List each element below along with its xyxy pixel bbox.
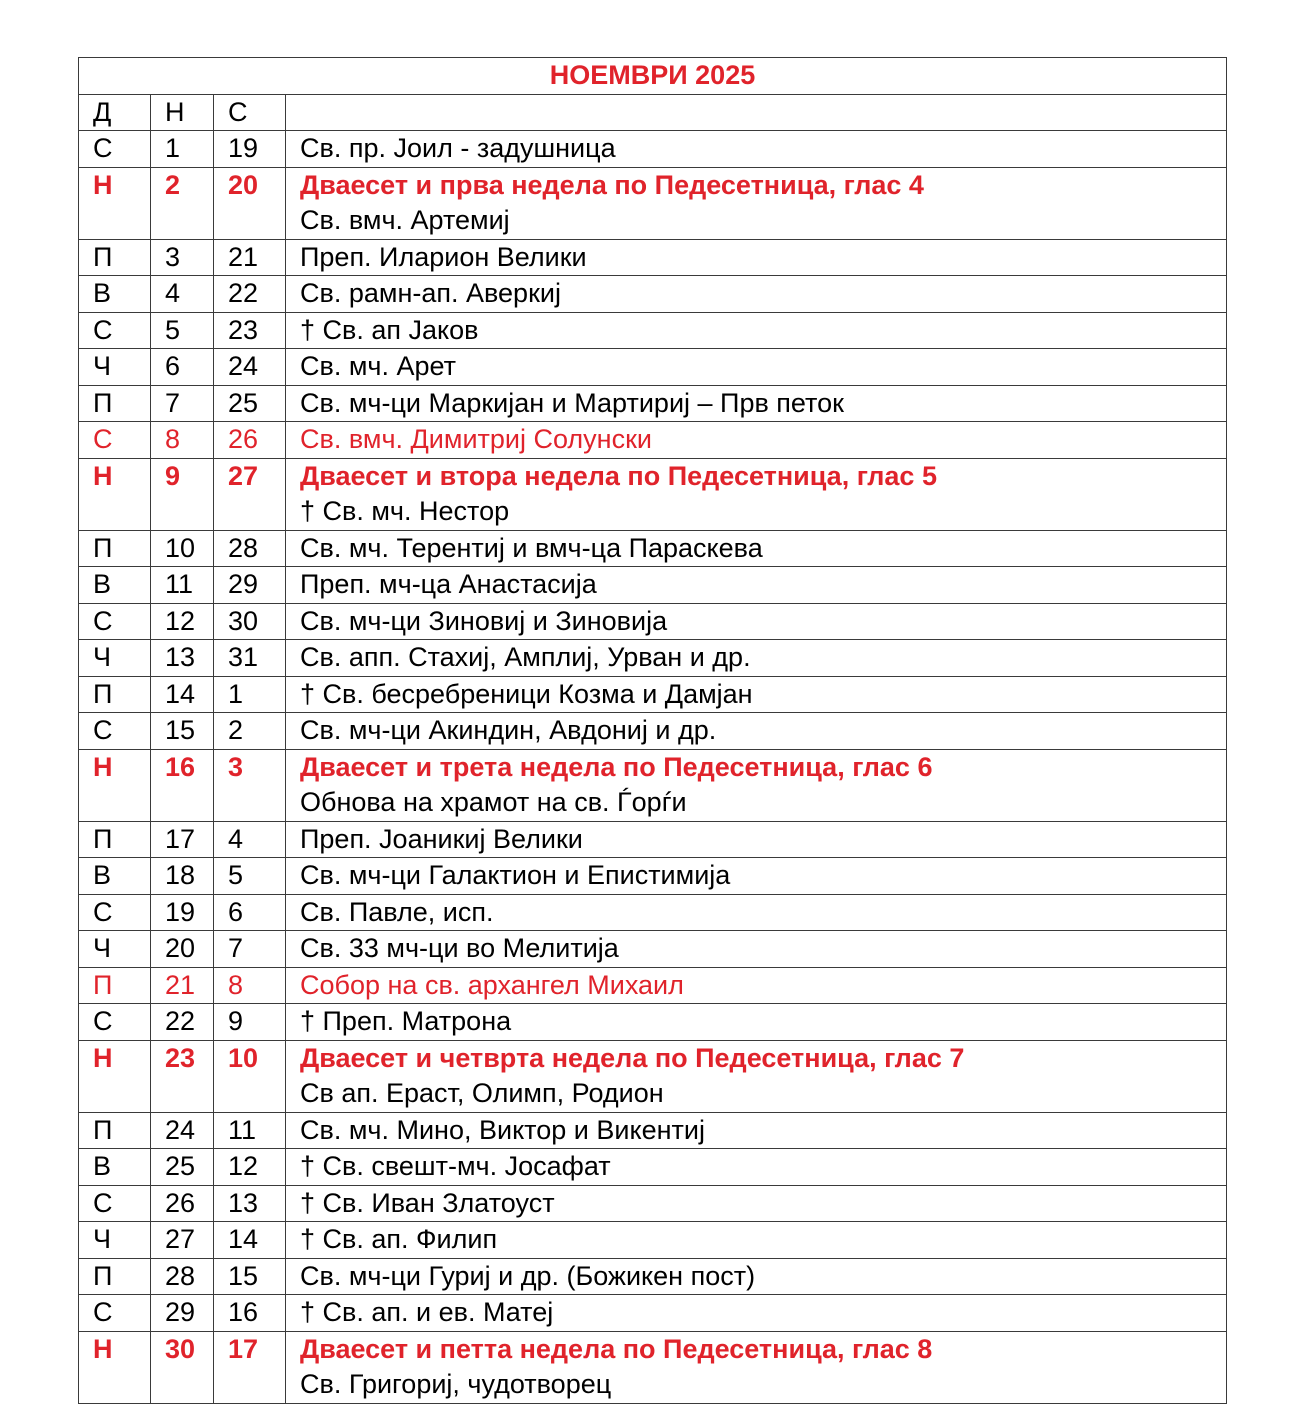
old-calendar-date: 12 — [214, 1149, 286, 1186]
feast-line-primary: Св. мч-ци Гуриј и др. (Божикен пост) — [300, 1260, 756, 1291]
calendar-row — [79, 167, 1227, 239]
feast-line-secondary: Св ап. Ераст, Олимп, Родион — [300, 1078, 664, 1108]
feast-line-primary: Преп. Иларион Велики — [300, 241, 587, 272]
feast-line-primary: Св. мч. Арет — [300, 351, 456, 381]
new-calendar-date: 9 — [151, 458, 214, 530]
calendar-row — [79, 1149, 1227, 1186]
new-calendar-date: 15 — [151, 713, 214, 750]
old-calendar-date: 23 — [214, 312, 286, 349]
calendar-row — [79, 1258, 1227, 1295]
feast-description — [286, 676, 1227, 713]
new-calendar-date: 7 — [151, 385, 214, 422]
new-calendar-date: 28 — [151, 1258, 214, 1295]
feast-line-primary: † Св. свешт-мч. Јосафат — [300, 1151, 611, 1181]
calendar-row — [79, 458, 1227, 530]
day-of-week: Н — [79, 1331, 151, 1403]
feast-description — [286, 1185, 1227, 1222]
day-of-week: С — [79, 312, 151, 349]
new-calendar-date: 16 — [151, 749, 214, 821]
feast-description — [286, 385, 1227, 422]
feast-line-primary: Преп. мч-ца Анастасија — [300, 569, 597, 599]
calendar-row — [79, 422, 1227, 459]
old-calendar-date: 15 — [214, 1258, 286, 1295]
feast-description — [286, 1004, 1227, 1041]
feast-line-primary: Св. мч-ци Акиндин, Авдониј и др. — [300, 715, 717, 745]
feast-line-secondary: Св. вмч. Артемиј — [300, 205, 510, 235]
old-calendar-date: 30 — [214, 603, 286, 640]
new-calendar-date: 26 — [151, 1185, 214, 1222]
feast-line-primary: Собор на св. архангел Михаил — [300, 969, 684, 1000]
day-of-week: П — [79, 676, 151, 713]
feast-line-primary: Дваесет и трета недела по Педесетница, глас 6 — [300, 751, 933, 782]
calendar-row — [79, 676, 1227, 713]
feast-description — [286, 276, 1227, 313]
day-of-week: Ч — [79, 931, 151, 968]
day-of-week: П — [79, 530, 151, 567]
new-calendar-date: 13 — [151, 640, 214, 677]
calendar-row — [79, 131, 1227, 168]
feast-description — [286, 349, 1227, 386]
header-row — [79, 94, 1227, 131]
feast-description — [286, 713, 1227, 750]
day-of-week: В — [79, 858, 151, 895]
calendar-row — [79, 1222, 1227, 1259]
old-calendar-date: 2 — [214, 713, 286, 750]
calendar-row — [79, 713, 1227, 750]
new-calendar-date: 17 — [151, 821, 214, 858]
day-of-week: Н — [79, 749, 151, 821]
feast-line-secondary: Обнова на храмот на св. Ѓорѓи — [300, 787, 687, 817]
feast-line-primary: Дваесет и четврта недела по Педесетница, глас 7 — [300, 1042, 965, 1073]
feast-line-primary: Св. вмч. Димитриј Солунски — [300, 424, 652, 454]
feast-description — [286, 458, 1227, 530]
header-old-calendar: С — [214, 94, 286, 131]
calendar-row — [79, 821, 1227, 858]
new-calendar-date: 4 — [151, 276, 214, 313]
day-of-week: Н — [79, 167, 151, 239]
feast-description — [286, 1222, 1227, 1259]
new-calendar-date: 23 — [151, 1040, 214, 1112]
feast-line-primary: † Преп. Матрона — [300, 1006, 512, 1036]
new-calendar-date: 27 — [151, 1222, 214, 1259]
old-calendar-date: 7 — [214, 931, 286, 968]
feast-description — [286, 858, 1227, 895]
feast-description — [286, 567, 1227, 604]
old-calendar-date: 28 — [214, 530, 286, 567]
day-of-week: Н — [79, 1040, 151, 1112]
feast-line-primary: Дваесет и прва недела по Педесетница, глас 4 — [300, 169, 924, 200]
old-calendar-date: 8 — [214, 967, 286, 1004]
day-of-week: Ч — [79, 349, 151, 386]
day-of-week: П — [79, 1258, 151, 1295]
new-calendar-date: 29 — [151, 1295, 214, 1332]
feast-line-primary: Св. рамн-ап. Аверкиј — [300, 278, 561, 308]
old-calendar-date: 11 — [214, 1112, 286, 1149]
calendar-row — [79, 1112, 1227, 1149]
old-calendar-date: 1 — [214, 676, 286, 713]
old-calendar-date: 29 — [214, 567, 286, 604]
old-calendar-date: 14 — [214, 1222, 286, 1259]
calendar-row — [79, 1295, 1227, 1332]
old-calendar-date: 3 — [214, 749, 286, 821]
day-of-week: П — [79, 967, 151, 1004]
new-calendar-date: 8 — [151, 422, 214, 459]
new-calendar-date: 6 — [151, 349, 214, 386]
old-calendar-date: 4 — [214, 821, 286, 858]
feast-description — [286, 167, 1227, 239]
feast-description — [286, 530, 1227, 567]
feast-line-primary: Св. Павле, исп. — [300, 896, 494, 927]
day-of-week: П — [79, 239, 151, 276]
new-calendar-date: 20 — [151, 931, 214, 968]
new-calendar-date: 24 — [151, 1112, 214, 1149]
feast-line-primary: Дваесет и втора недела по Педесетница, глас 5 — [300, 460, 937, 491]
feast-line-primary: Св. мч-ци Галактион и Епистимија — [300, 860, 731, 890]
new-calendar-date: 5 — [151, 312, 214, 349]
old-calendar-date: 9 — [214, 1004, 286, 1041]
feast-line-primary: Св. апп. Стахиј, Амплиј, Урван и др. — [300, 642, 751, 672]
feast-description — [286, 894, 1227, 931]
day-of-week: П — [79, 1112, 151, 1149]
calendar-row — [79, 1185, 1227, 1222]
day-of-week: В — [79, 1149, 151, 1186]
feast-line-primary: † Св. ап Јаков — [300, 314, 479, 345]
new-calendar-date: 2 — [151, 167, 214, 239]
calendar-row — [79, 1331, 1227, 1403]
calendar-row — [79, 1040, 1227, 1112]
day-of-week: В — [79, 567, 151, 604]
feast-line-primary: Св. мч-ци Маркијан и Мартириј – Прв петок — [300, 387, 844, 418]
calendar-row — [79, 894, 1227, 931]
calendar-row — [79, 931, 1227, 968]
old-calendar-date: 22 — [214, 276, 286, 313]
old-calendar-date: 26 — [214, 422, 286, 459]
calendar-row — [79, 967, 1227, 1004]
day-of-week: С — [79, 1295, 151, 1332]
title-row — [79, 58, 1227, 95]
old-calendar-date: 10 — [214, 1040, 286, 1112]
old-calendar-date: 25 — [214, 385, 286, 422]
feast-description — [286, 931, 1227, 968]
new-calendar-date: 1 — [151, 131, 214, 168]
old-calendar-date: 17 — [214, 1331, 286, 1403]
feast-line-secondary: † Св. мч. Нестор — [300, 496, 510, 526]
feast-description — [286, 1331, 1227, 1403]
feast-line-primary: Св. пр. Јоил - задушница — [300, 133, 616, 163]
feast-description — [286, 749, 1227, 821]
feast-line-primary: Св. мч. Мино, Виктор и Викентиј — [300, 1114, 705, 1145]
calendar-row — [79, 530, 1227, 567]
calendar-row — [79, 239, 1227, 276]
calendar-row — [79, 349, 1227, 386]
new-calendar-date: 11 — [151, 567, 214, 604]
day-of-week: С — [79, 713, 151, 750]
day-of-week: П — [79, 821, 151, 858]
feast-line-primary: † Св. ап. Филип — [300, 1224, 498, 1254]
feast-description — [286, 603, 1227, 640]
feast-line-primary: † Св. ап. и ев. Матеј — [300, 1297, 554, 1327]
old-calendar-date: 19 — [214, 131, 286, 168]
header-day-of-week: Д — [79, 94, 151, 131]
old-calendar-date: 6 — [214, 894, 286, 931]
feast-description — [286, 967, 1227, 1004]
feast-description — [286, 1295, 1227, 1332]
feast-description — [286, 422, 1227, 459]
new-calendar-date: 12 — [151, 603, 214, 640]
calendar-row — [79, 640, 1227, 677]
feast-description — [286, 239, 1227, 276]
feast-line-primary: † Св. бесребреници Козма и Дамјан — [300, 678, 753, 709]
calendar-row — [79, 1004, 1227, 1041]
day-of-week: С — [79, 1185, 151, 1222]
old-calendar-date: 20 — [214, 167, 286, 239]
calendar-table — [78, 57, 1227, 1404]
calendar-row — [79, 567, 1227, 604]
feast-description — [286, 1040, 1227, 1112]
old-calendar-date: 31 — [214, 640, 286, 677]
calendar-title: НОЕМВРИ 2025 — [79, 58, 1227, 95]
day-of-week: С — [79, 422, 151, 459]
header-description — [286, 94, 1227, 131]
new-calendar-date: 21 — [151, 967, 214, 1004]
feast-line-primary: Св. мч. Терентиј и вмч-ца Параскева — [300, 532, 763, 563]
feast-line-primary: Дваесет и петта недела по Педесетница, глас 8 — [300, 1333, 933, 1364]
day-of-week: В — [79, 276, 151, 313]
feast-description — [286, 1149, 1227, 1186]
new-calendar-date: 14 — [151, 676, 214, 713]
feast-description — [286, 131, 1227, 168]
new-calendar-date: 3 — [151, 239, 214, 276]
day-of-week: С — [79, 894, 151, 931]
old-calendar-date: 27 — [214, 458, 286, 530]
feast-description — [286, 821, 1227, 858]
new-calendar-date: 18 — [151, 858, 214, 895]
feast-line-secondary: Св. Григориј, чудотворец — [300, 1369, 612, 1399]
feast-line-primary: Преп. Јоаникиј Велики — [300, 823, 583, 854]
day-of-week: П — [79, 385, 151, 422]
day-of-week: Ч — [79, 1222, 151, 1259]
old-calendar-date: 16 — [214, 1295, 286, 1332]
new-calendar-date: 10 — [151, 530, 214, 567]
old-calendar-date: 21 — [214, 239, 286, 276]
calendar-row — [79, 603, 1227, 640]
calendar-row — [79, 749, 1227, 821]
day-of-week: Ч — [79, 640, 151, 677]
old-calendar-date: 13 — [214, 1185, 286, 1222]
new-calendar-date: 25 — [151, 1149, 214, 1186]
old-calendar-date: 5 — [214, 858, 286, 895]
feast-description — [286, 312, 1227, 349]
day-of-week: С — [79, 131, 151, 168]
calendar-row — [79, 858, 1227, 895]
calendar-row — [79, 312, 1227, 349]
feast-line-primary: † Св. Иван Златоуст — [300, 1187, 555, 1218]
new-calendar-date: 19 — [151, 894, 214, 931]
feast-line-primary: Св. мч-ци Зиновиј и Зиновија — [300, 605, 668, 636]
feast-description — [286, 1112, 1227, 1149]
feast-description — [286, 1258, 1227, 1295]
day-of-week: Н — [79, 458, 151, 530]
new-calendar-date: 22 — [151, 1004, 214, 1041]
header-new-calendar: Н — [151, 94, 214, 131]
day-of-week: С — [79, 1004, 151, 1041]
old-calendar-date: 24 — [214, 349, 286, 386]
calendar-row — [79, 385, 1227, 422]
calendar-row — [79, 276, 1227, 313]
feast-description — [286, 640, 1227, 677]
feast-line-primary: Св. 33 мч-ци во Мелитија — [300, 933, 619, 963]
new-calendar-date: 30 — [151, 1331, 214, 1403]
day-of-week: С — [79, 603, 151, 640]
